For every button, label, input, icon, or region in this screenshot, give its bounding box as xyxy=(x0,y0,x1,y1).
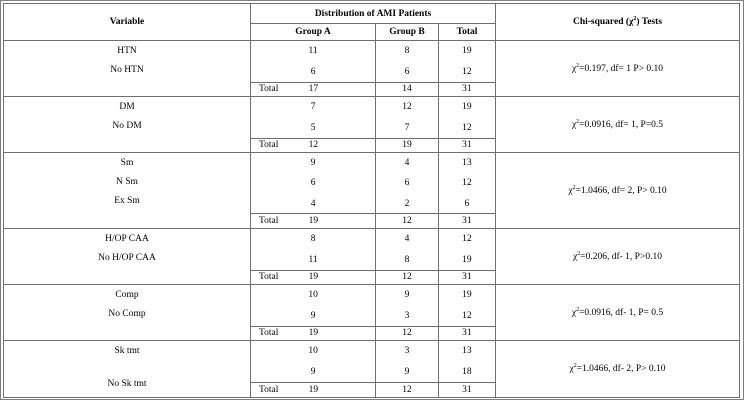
table-row xyxy=(251,97,495,118)
total-group-a-value: 19 xyxy=(308,384,319,395)
chi-squared-result: $\chi^2=0.206$, df- 1, P>0.10 xyxy=(496,229,740,285)
total-row-group-a xyxy=(251,138,376,152)
header-variable: Variable xyxy=(4,4,251,41)
total-group-a-value: 19 xyxy=(308,328,319,339)
ami-distribution-table xyxy=(3,3,740,398)
distribution-cell xyxy=(251,341,496,398)
table-row xyxy=(251,62,495,83)
table-block xyxy=(4,41,740,97)
total-value: 12 xyxy=(438,118,495,139)
total-group-a-value: 19 xyxy=(308,216,319,227)
total-row xyxy=(251,138,495,152)
total-group-b-value: 19 xyxy=(376,138,439,152)
distribution-cell xyxy=(251,285,496,341)
group-b-value: 3 xyxy=(376,306,439,327)
total-group-b-value: 12 xyxy=(376,326,439,340)
chi-squared-result: $\chi^2=0.197$, df= 1 P> 0.10 xyxy=(496,41,740,97)
total-group-a-value: 19 xyxy=(308,272,319,283)
header-group-b: Group B xyxy=(376,24,439,41)
group-b-value: 2 xyxy=(376,194,439,214)
group-b-value: 8 xyxy=(376,250,439,271)
chi-squared-result: $\chi^2=0.0916$, df- 1, P= 0.5 xyxy=(496,285,740,341)
total-value: 18 xyxy=(438,362,495,383)
variable-label: N Sm xyxy=(116,177,138,187)
total-total-value: 31 xyxy=(438,382,495,397)
group-a-value: 7 xyxy=(310,102,316,113)
variable-cell xyxy=(4,97,251,153)
table-block xyxy=(4,229,740,285)
total-row xyxy=(251,82,495,96)
total-value: 12 xyxy=(438,306,495,327)
group-b-value: 6 xyxy=(376,62,439,83)
variable-label: Sm xyxy=(120,158,134,168)
group-b-value: 7 xyxy=(376,118,439,139)
header-distribution: Distribution of AMI Patients xyxy=(251,4,496,24)
total-value: 12 xyxy=(438,229,495,250)
table-block xyxy=(4,341,740,398)
total-row xyxy=(251,270,495,284)
total-value: 12 xyxy=(438,173,495,193)
total-value: 19 xyxy=(438,285,495,306)
total-value: 13 xyxy=(438,341,495,362)
group-b-value: 9 xyxy=(376,362,439,383)
group-a-value: 9 xyxy=(310,158,316,169)
variable-cell xyxy=(4,285,251,341)
table-block xyxy=(4,97,740,153)
chi-squared-result: $\chi^2=0.0916$, df= 1, P=0.5 xyxy=(496,97,740,153)
group-a-value: 6 xyxy=(310,178,316,189)
total-row xyxy=(251,326,495,340)
header-group-a: Group A xyxy=(251,24,376,41)
variable-label: H/OP CAA xyxy=(105,234,149,244)
group-a-value: 8 xyxy=(310,234,316,245)
variable-label: No HTN xyxy=(110,65,144,75)
total-value: 13 xyxy=(438,153,495,173)
total-total-value: 31 xyxy=(438,138,495,152)
total-row-group-a xyxy=(251,82,376,96)
distribution-cell xyxy=(251,229,496,285)
variable-label: Ex Sm xyxy=(114,196,140,206)
table-row xyxy=(251,229,495,250)
variable-cell xyxy=(4,41,251,97)
total-value: 6 xyxy=(438,194,495,214)
table-row xyxy=(251,153,495,173)
table-row xyxy=(251,285,495,306)
total-value: 19 xyxy=(438,97,495,118)
table-row xyxy=(251,306,495,327)
group-a-value: 9 xyxy=(310,366,316,377)
total-total-value: 31 xyxy=(438,270,495,284)
total-total-value: 31 xyxy=(438,82,495,96)
variable-label: No H/OP CAA xyxy=(98,253,156,263)
total-label: Total xyxy=(259,140,279,151)
header-chi-squared: Chi-squared $(\chi^2)$ Tests xyxy=(496,4,740,41)
total-group-a-value: 17 xyxy=(308,84,319,95)
total-row-group-a xyxy=(251,214,376,228)
variable-label: No Comp xyxy=(108,309,146,319)
table-row xyxy=(251,41,495,62)
chi-squared-result: $\chi^2=1.0466$, df- 2, P> 0.10 xyxy=(496,341,740,398)
total-label: Total xyxy=(259,272,279,283)
variable-label: No Sk tmt xyxy=(107,379,147,389)
total-row-group-a xyxy=(251,326,376,340)
total-group-b-value: 12 xyxy=(376,270,439,284)
header-total: Total xyxy=(439,24,496,41)
variable-cell xyxy=(4,341,251,398)
chi-squared-result: $\chi^2=1.0466$, df= 2, P> 0.10 xyxy=(496,153,740,229)
group-a-value: 4 xyxy=(310,198,316,209)
table-block xyxy=(4,285,740,341)
total-group-a-value: 12 xyxy=(308,140,319,151)
table-row xyxy=(251,250,495,271)
total-label: Total xyxy=(259,384,279,395)
distribution-cell xyxy=(251,153,496,229)
total-label: Total xyxy=(259,216,279,227)
variable-label: HTN xyxy=(117,46,137,56)
group-b-value: 6 xyxy=(376,173,439,193)
total-label: Total xyxy=(259,84,279,95)
table-row xyxy=(251,194,495,214)
variable-cell xyxy=(4,229,251,285)
variable-label: Comp xyxy=(115,290,139,300)
group-a-value: 5 xyxy=(310,122,316,133)
group-a-value: 11 xyxy=(308,46,318,57)
group-b-value: 8 xyxy=(376,41,439,62)
table-row xyxy=(251,362,495,383)
total-total-value: 31 xyxy=(438,214,495,228)
group-b-value: 9 xyxy=(376,285,439,306)
total-total-value: 31 xyxy=(438,326,495,340)
variable-label: Sk tmt xyxy=(114,346,140,356)
total-row xyxy=(251,382,495,397)
table-block xyxy=(4,153,740,229)
group-a-value: 9 xyxy=(310,310,316,321)
group-a-value: 11 xyxy=(308,254,318,265)
group-b-value: 12 xyxy=(376,97,439,118)
distribution-cell xyxy=(251,97,496,153)
total-row-group-a xyxy=(251,382,376,397)
group-b-value: 3 xyxy=(376,341,439,362)
total-row xyxy=(251,214,495,228)
total-value: 12 xyxy=(438,62,495,83)
total-group-b-value: 14 xyxy=(376,82,439,96)
total-value: 19 xyxy=(438,250,495,271)
total-group-b-value: 12 xyxy=(376,382,439,397)
group-b-value: 4 xyxy=(376,153,439,173)
variable-cell xyxy=(4,153,251,229)
group-a-value: 10 xyxy=(308,346,318,357)
table-row xyxy=(251,173,495,193)
group-b-value: 4 xyxy=(376,229,439,250)
total-label: Total xyxy=(259,328,279,339)
total-value: 19 xyxy=(438,41,495,62)
variable-label: No DM xyxy=(112,121,142,131)
distribution-cell xyxy=(251,41,496,97)
table-row xyxy=(251,118,495,139)
group-a-value: 6 xyxy=(310,66,316,77)
total-row-group-a xyxy=(251,270,376,284)
variable-label: DM xyxy=(119,102,135,112)
total-group-b-value: 12 xyxy=(376,214,439,228)
group-a-value: 10 xyxy=(308,290,318,301)
table-row xyxy=(251,341,495,362)
